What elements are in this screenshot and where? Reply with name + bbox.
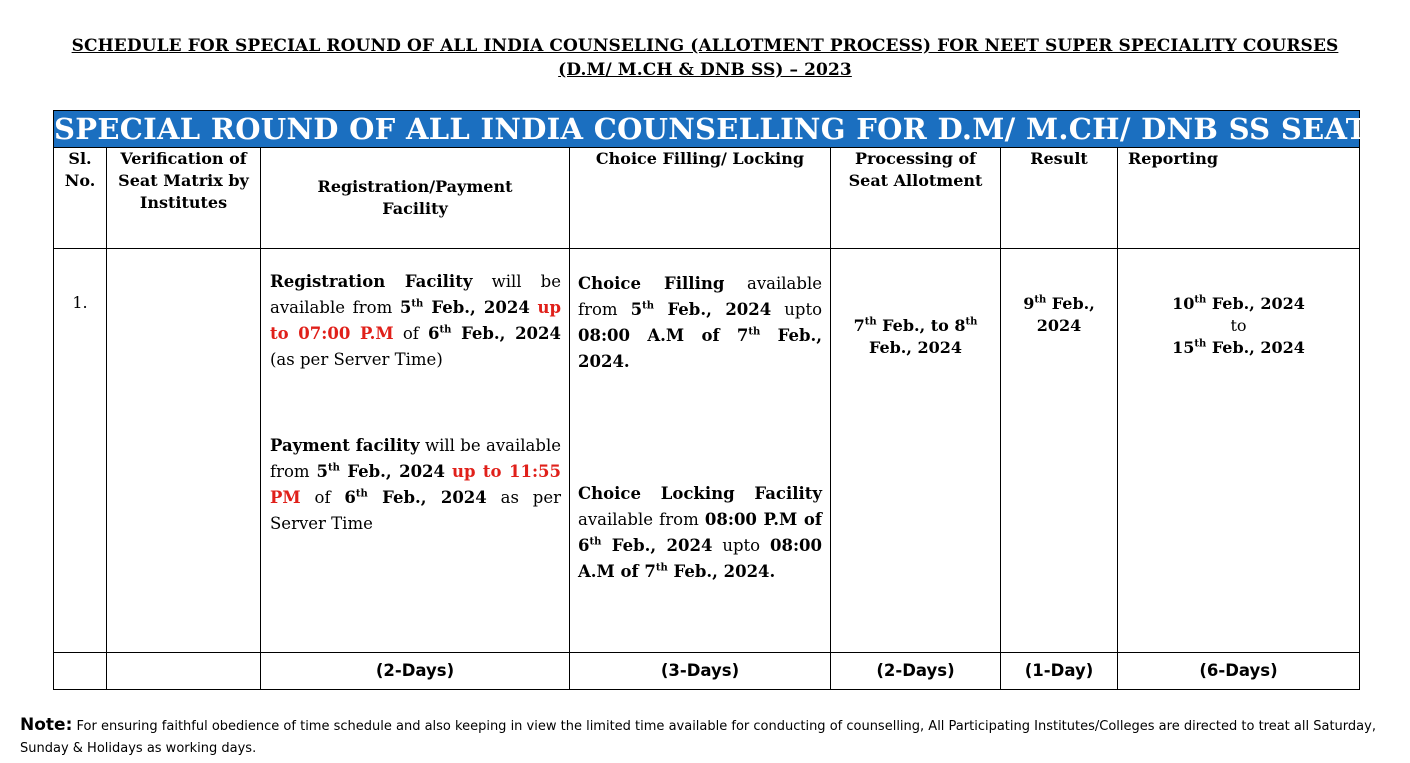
table-banner: SPECIAL ROUND OF ALL INDIA COUNSELLING FOR D.M/ M.CH/ DNB SS SEATS — [54, 112, 1389, 146]
header-verification: Verification of Seat Matrix by Institutes — [107, 148, 261, 249]
header-processing: Processing of Seat Allotment — [831, 148, 1001, 249]
processing-dates: 7th Feb., to 8th Feb., 2024 — [853, 316, 978, 357]
duration-processing: (2-Days) — [831, 653, 1001, 690]
payment-facility-text: Payment facility will be available from 5th Feb., 2024 up to 11:55 PM of 6th Feb., 2024 as per Server Time — [270, 436, 561, 533]
note-text: For ensuring faithful obedience of time schedule and also keeping in view the limited time available for conducting of counselling, All Participating Institutes/Colleges are directed to treat all Saturday, Sunday & Holidays as working days. — [20, 719, 1376, 756]
duration-choice: (3-Days) — [570, 653, 831, 690]
header-row — [54, 148, 1360, 249]
row-processing — [831, 249, 1001, 653]
duration-row — [54, 653, 1360, 690]
row-choice — [570, 249, 831, 653]
document-title-line-1: SCHEDULE FOR SPECIAL ROUND OF ALL INDIA COUNSELING (ALLOTMENT PROCESS) FOR NEET SUPER SPECIALITY COURSES — [71, 36, 1339, 56]
header-sl-no: Sl. No. — [54, 148, 107, 249]
duration-reporting: (6-Days) — [1118, 653, 1360, 690]
registration-facility-text: Registration Facility will be available from 5th Feb., 2024 up to 07:00 P.M of 6th Feb., 2024 (as per Server Time) — [270, 272, 562, 369]
duration-sl-blank — [54, 653, 107, 690]
row-reporting — [1118, 249, 1360, 653]
note-label: Note — [20, 715, 66, 735]
table-row — [54, 249, 1360, 653]
header-result: Result — [1001, 148, 1118, 249]
header-choice: Choice Filling/ Locking — [570, 148, 831, 249]
choice-locking-text: Choice Locking Facility available from 08:00 P.M of 6th Feb., 2024 upto 08:00 A.M of 7th Feb., 2024. — [578, 484, 823, 581]
row-verification — [107, 249, 261, 653]
duration-registration: (2-Days) — [261, 653, 570, 690]
reporting-dates: 10th Feb., 2024 to 15th Feb., 2024 — [1172, 294, 1305, 357]
header-reporting: Reporting — [1118, 148, 1360, 249]
result-date: 9th Feb., 2024 — [1023, 294, 1095, 335]
duration-result: (1-Day) — [1001, 653, 1118, 690]
choice-filling-text: Choice Filling available from 5th Feb., 2024 upto 08:00 A.M of 7th Feb., 2024. — [578, 274, 823, 371]
row-registration — [261, 249, 570, 653]
row-result — [1001, 249, 1118, 653]
header-registration: Registration/Payment Facility — [261, 148, 570, 249]
note-paragraph: Note: For ensuring faithful obedience of time schedule and also keeping in view the limited time available for conducting of counselling, All Participating Institutes/Colleges are directed to treat all Saturday, Sunday & Holidays as working days. — [20, 715, 1376, 756]
document-title-line-2: (D.M/ M.CH & DNB SS) – 2023 — [558, 60, 852, 80]
duration-verification-blank — [107, 653, 261, 690]
schedule-table — [53, 110, 1389, 690]
row-sl-no: 1. — [54, 249, 107, 653]
